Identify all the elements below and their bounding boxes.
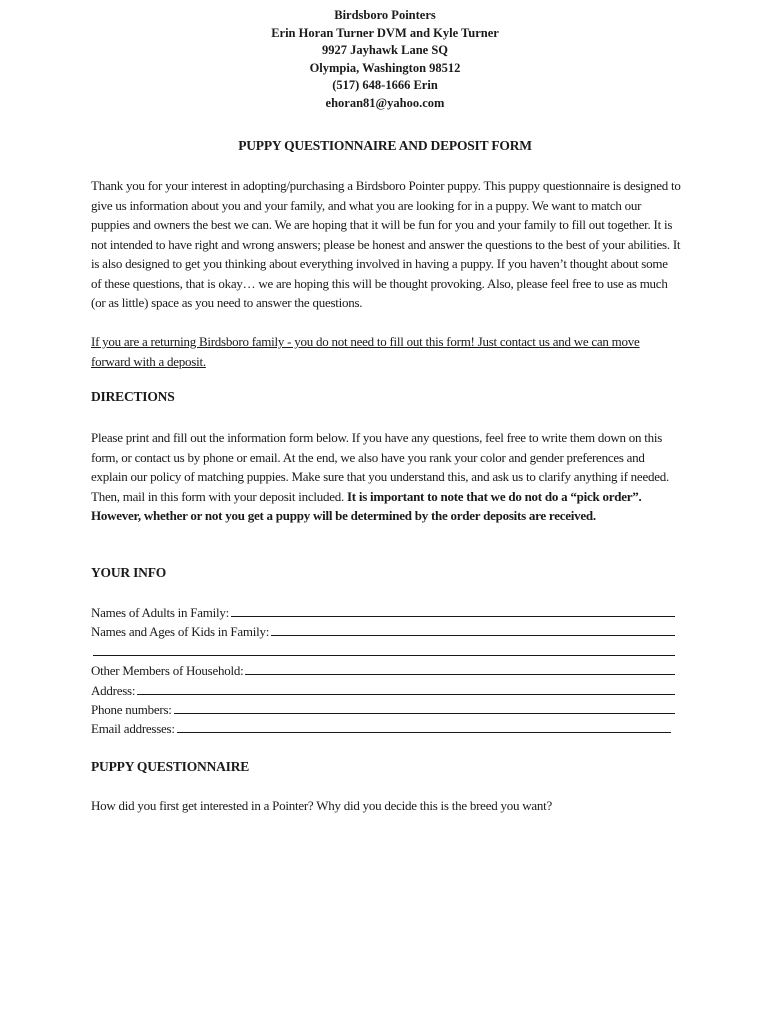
phone-number: (517) 648-1666 Erin <box>332 78 438 92</box>
kids-names-ages-field[interactable] <box>91 622 675 641</box>
directions-paragraph <box>91 428 681 526</box>
kennel-name: Birdsboro Pointers <box>334 8 436 22</box>
phone-numbers-field[interactable] <box>91 700 675 719</box>
field-label: Names of Adults in Family: <box>91 605 229 620</box>
question-pointer-interest: How did you first get interested in a Pointer? Why did you decide this is the breed you want? <box>91 798 553 813</box>
directions-text: Please print and fill out the information form below. If you have any questions, feel free to write them down on this form, or contact us by phone or email. At the end, we also have you rank your color and gender preferences and explain our policy of matching puppies. Make sure that you understand this, and ask us to clarify anything if needed. Then, mail in this form with your deposit included. <box>91 430 669 504</box>
fill-in-line[interactable] <box>231 603 675 617</box>
household-members-field[interactable] <box>91 661 675 680</box>
directions-heading: DIRECTIONS <box>91 389 175 404</box>
owner-names: Erin Horan Turner DVM and Kyle Turner <box>271 25 499 40</box>
adult-names-field[interactable] <box>91 603 675 622</box>
form-title: PUPPY QUESTIONNAIRE AND DEPOSIT FORM <box>238 138 532 153</box>
email-address: ehoran81@yahoo.com <box>325 95 445 110</box>
intro-paragraph: Thank you for your interest in adopting/purchasing a Birdsboro Pointer puppy. This puppy questionnaire is designed to give us information about you and your family, and what you are looking for in a puppy. We want to match our puppies and owners the best we can. We are hoping that it will be fun for you and your family to fill out together. It is not intended to have right and wrong answers; please be honest and answer the questions to the best of your abilities. It is also designed to get you thinking about everything involved in having a puppy. If you haven’t thought about some of these questions, that is okay… we are hoping this will be thought provoking. Also, please feel free to use as much (or as little) space as you need to answer the questions. <box>91 178 681 310</box>
email-addresses-field[interactable] <box>91 719 675 738</box>
field-label: Phone numbers: <box>91 701 172 717</box>
street-address: 9927 Jayhawk Lane SQ <box>321 43 449 57</box>
field-label: Other Members of Household: <box>91 663 244 679</box>
city-state-zip: Olympia, Washington 98512 <box>309 60 461 75</box>
your-info-fields <box>91 603 675 739</box>
fill-in-line[interactable] <box>93 642 675 656</box>
fill-in-line[interactable] <box>137 681 675 695</box>
your-info-heading: YOUR INFO <box>91 565 167 580</box>
field-label: Address: <box>91 682 136 698</box>
address-field[interactable] <box>91 681 675 700</box>
directions-important-note: It is important to note that we do not do a “pick order”. However, whether or not you get a puppy will be determined by the order deposits are received. <box>91 488 642 523</box>
puppy-questionnaire-heading: PUPPY QUESTIONNAIRE <box>91 759 250 774</box>
fill-in-line[interactable] <box>174 700 675 714</box>
returning-family-note: If you are a returning Birdsboro family - you do not need to fill out this form! Just contact us and we can move forward with a deposit. <box>91 334 640 369</box>
field-label: Email addresses: <box>91 721 175 737</box>
fill-in-line[interactable] <box>271 622 675 636</box>
kids-continuation-field[interactable] <box>91 642 675 661</box>
letterhead <box>0 7 770 112</box>
fill-in-line[interactable] <box>245 661 675 675</box>
fill-in-line[interactable] <box>177 719 671 733</box>
field-label: Names and Ages of Kids in Family: <box>91 624 270 640</box>
